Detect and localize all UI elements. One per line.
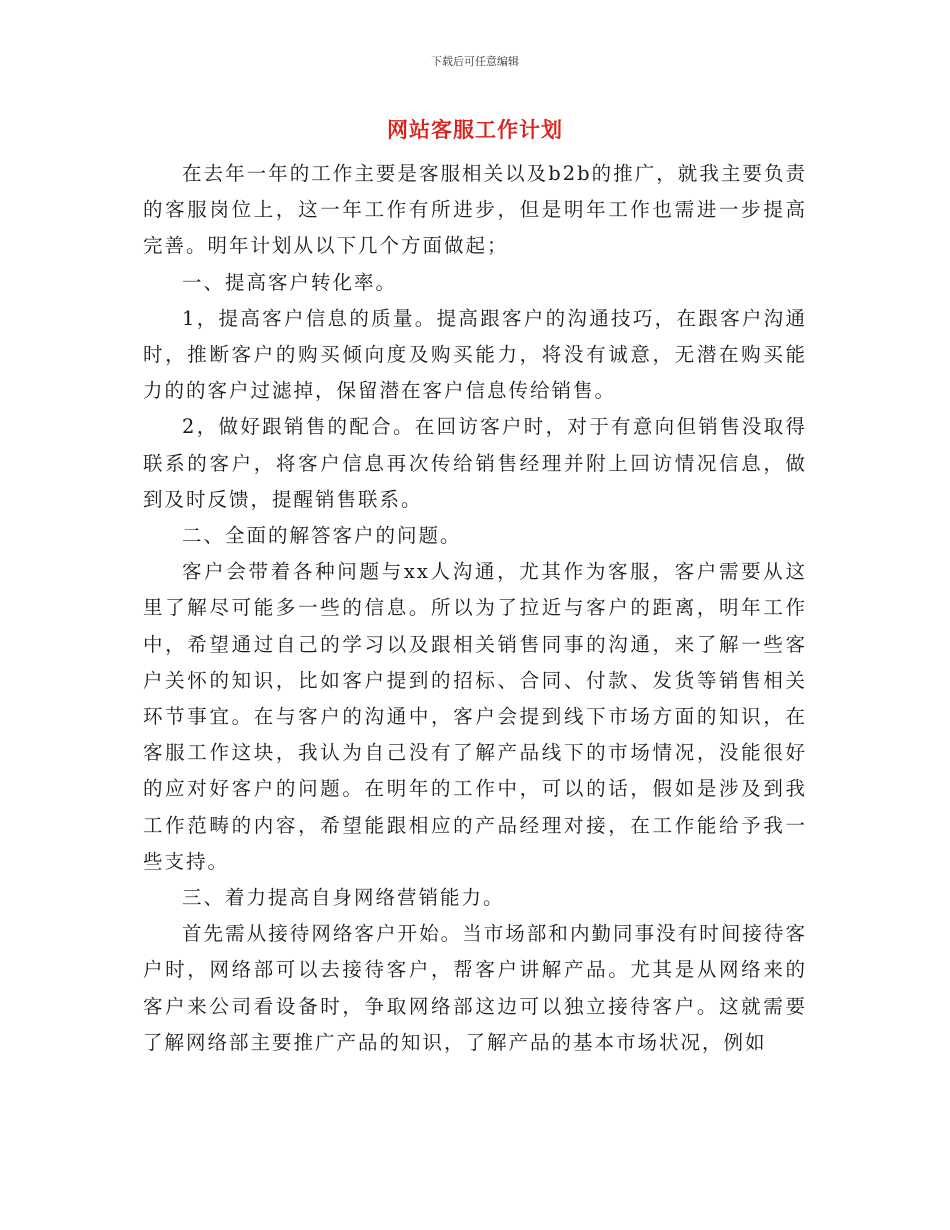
document-body: [143, 156, 807, 1061]
paragraph-item-2: 2，做好跟销售的配合。在回访客户时，对于有意向但销售没取得联系的客户，将客户信息再次传给销售经理并附上回访情况信息，做到及时反馈，提醒销售联系。: [143, 415, 807, 511]
paragraph-section-2: 客户会带着各种问题与xx人沟通，尤其作为客服，客户需要从这里了解尽可能多一些的信息。所以为了拉近与客户的距离，明年工作中，希望通过自己的学习以及跟相关销售同事的沟通，来了解一些客户关怀的知识，比如客户提到的招标、合同、付款、发货等销售相关环节事宜。在与客户的沟通中，客户会提到线下市场方面的知识，在客服工作这块，我认为自己没有了解产品线下的市场情况，没能很好的应对好客户的问题。在明年的工作中，可以的话，假如是涉及到我工作范畴的内容，希望能跟相应的产品经理对接，在工作能给予我一些支持。: [143, 560, 807, 873]
document-title: 网站客服工作计划: [387, 117, 563, 142]
section-heading-2: 二、全面的解答客户的问题。: [182, 524, 462, 548]
section-heading-3: 三、着力提高自身网络营销能力。: [182, 886, 505, 910]
header-note: 下载后可任意编辑: [431, 55, 519, 68]
paragraph-intro: 在去年一年的工作主要是客服相关以及b2b的推广，就我主要负责的客服岗位上，这一年工作有所进步，但是明年工作也需进一步提高完善。明年计划从以下几个方面做起；: [143, 162, 807, 258]
paragraph-item-1: 1，提高客户信息的质量。提高跟客户的沟通技巧，在跟客户沟通时，推断客户的购买倾向度及购买能力，将没有诚意，无潜在购买能力的的客户过滤掉，保留潜在客户信息传给销售。: [143, 306, 807, 403]
section-heading-1: 一、提高客户转化率。: [182, 270, 398, 294]
paragraph-section-3: 首先需从接待网络客户开始。当市场部和内勤同事没有时间接待客户时，网络部可以去接待客户，帮客户讲解产品。尤其是从网络来的客户来公司看设备时，争取网络部这边可以独立接待客户。这就需要了解网络部主要推广产品的知识，了解产品的基本市场状况，例如: [143, 922, 807, 1054]
